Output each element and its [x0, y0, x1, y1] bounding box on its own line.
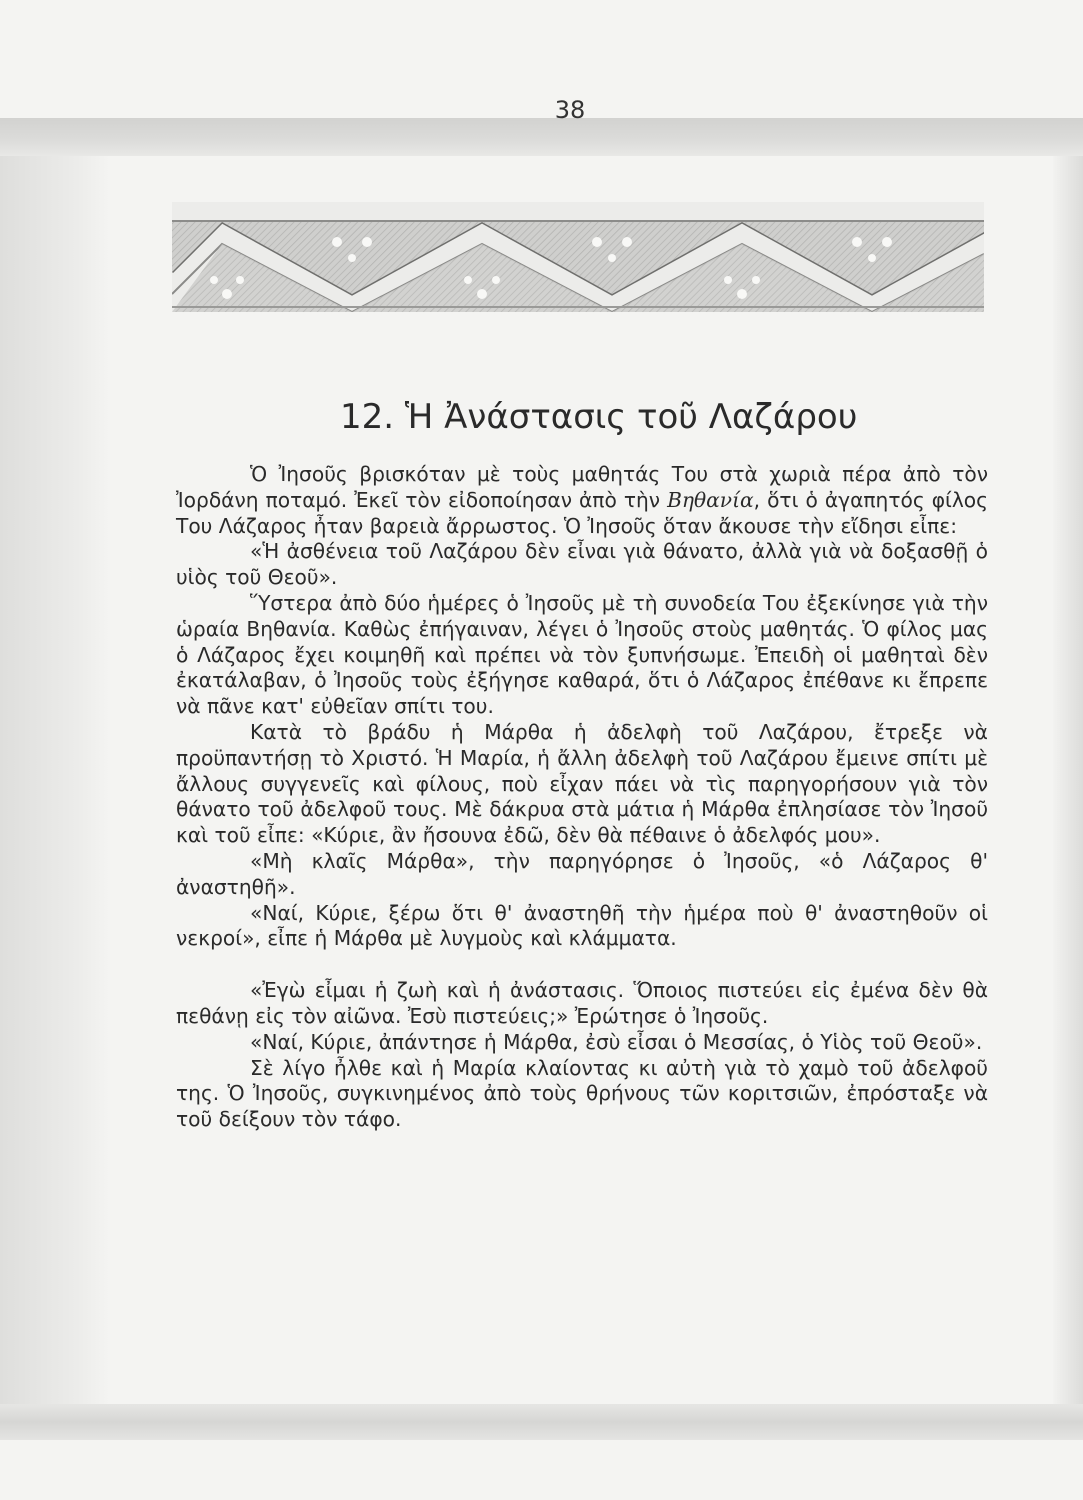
- paragraph-7: «Ἐγὼ εἶμαι ἡ ζωὴ καὶ ἡ ἀνάστασις. Ὅποιος πιστεύει εἰς ἐμένα δὲν θὰ πεθάνῃ εἰς τὸν αἰῶνα. Ἐσὺ πιστεύεις;» Ἐρώτησε ὁ Ἰησοῦς.: [176, 978, 988, 1028]
- paragraph-1: [176, 462, 988, 539]
- scan-shadow-bottom: [0, 1404, 1083, 1440]
- paragraph-1-text-b: , ὅτι ὁ ἀγαπητός φίλος Του Λάζαρος ἦταν βαρειὰ ἄρρωστος. Ὁ Ἰησοῦς ὅταν ἄκουσε τὴν εἴδησι εἶπε:: [176, 487, 989, 538]
- paragraph-4: Κατὰ τὸ βράδυ ἡ Μάρθα ἡ ἀδελφὴ τοῦ Λαζάρου, ἔτρεξε νὰ προϋπαντήσῃ τὸ Χριστό. Ἡ Μαρία, ἡ ἄλλη ἀδελφὴ τοῦ Λαζάρου ἔμεινε σπίτι μὲ ἄλλους συγγενεῖς καὶ φίλους, ποὺ εἶχαν πάει νὰ τὶς παρηγορήσουν γιὰ τὸν θάνατο τοῦ ἀδελφοῦ τους. Μὲ δάκρυα στὰ μάτια ἡ Μάρθα ἐπλησίασε τὸν Ἰησοῦ καὶ τοῦ εἶπε: «Κύριε, ἂν ἤσουνα ἐδῶ, δὲν θὰ πέθαινε ὁ ἀδελφός μου».: [176, 719, 988, 848]
- paragraph-1-text-a: Ὁ Ἰησοῦς βρισκόταν μὲ τοὺς μαθητάς Του στὰ χωριὰ πέρα ἀπὸ τὸν Ἰορδάνη ποταμό. Ἐκεῖ τὸν εἰδοποίησαν ἀπὸ τὴν: [176, 462, 988, 512]
- page-number: 38: [554, 96, 586, 124]
- paragraph-5: «Μὴ κλαῖς Μάρθα», τὴν παρηγόρησε ὁ Ἰησοῦς, «ὁ Λάζαρος θ' ἀναστηθῆ».: [176, 848, 988, 899]
- chapter-title-text: Ἡ Ἀνάστασις τοῦ Λαζάρου: [404, 397, 858, 437]
- paragraph-6: «Ναί, Κύριε, ξέρω ὅτι θ' ἀναστηθῆ τὴν ἡμέρα ποὺ θ' ἀναστηθοῦν οἱ νεκροί», εἶπε ἡ Μάρθα μὲ λυγμοὺς καὶ κλάμματα.: [176, 900, 988, 951]
- decorative-zigzag-border: [172, 202, 984, 312]
- place-name-bethany: Βηθανία: [667, 487, 754, 512]
- scan-shadow-left: [0, 156, 110, 1404]
- body-text: [176, 462, 988, 1133]
- chapter-title: [340, 397, 857, 437]
- paragraph-3: Ὕστερα ἀπὸ δύο ἡμέρες ὁ Ἰησοῦς μὲ τὴ συνοδεία Του ἐξεκίνησε γιὰ τὴν ὡραία Βηθανία. Καθὼς ἐπήγαιναν, λέγει ὁ Ἰησοῦς στοὺς μαθητάς. Ὁ φίλος μας ὁ Λάζαρος ἔχει κοιμηθῆ καὶ πρέπει νὰ τὸν ξυπνήσωμε. Ἐπειδὴ οἱ μαθηταὶ δὲν ἐκατάλαβαν, ὁ Ἰησοῦς τοὺς ἐξήγησε καθαρά, ὅτι ὁ Λάζαρος ἐπέθανε κι ἔπρεπε νὰ πᾶνε κατ' εὐθεῖαν σπίτι του.: [176, 590, 988, 719]
- paragraph-8: «Ναί, Κύριε, ἀπάντησε ἡ Μάρθα, ἐσὺ εἶσαι ὁ Μεσσίας, ὁ Υἱὸς τοῦ Θεοῦ».: [250, 1029, 983, 1054]
- paragraph-2: «Ἡ ἀσθένεια τοῦ Λαζάρου δὲν εἶναι γιὰ θάνατο, ἀλλὰ γιὰ νὰ δοξασθῇ ὁ υἱὸς τοῦ Θεοῦ».: [176, 539, 988, 590]
- chapter-number: 12.: [340, 397, 395, 437]
- paragraph-9: Σὲ λίγο ἦλθε καὶ ἡ Μαρία κλαίοντας κι αὐτὴ γιὰ τὸ χαμὸ τοῦ ἀδελφοῦ της. Ὁ Ἰησοῦς, συγκινημένος ἀπὸ τοὺς θρήνους τῶν κοριτσιῶν, ἐπρόσταξε νὰ τοῦ δείξουν τὸν τάφο.: [176, 1055, 988, 1132]
- scan-shadow-right: [1053, 156, 1083, 1404]
